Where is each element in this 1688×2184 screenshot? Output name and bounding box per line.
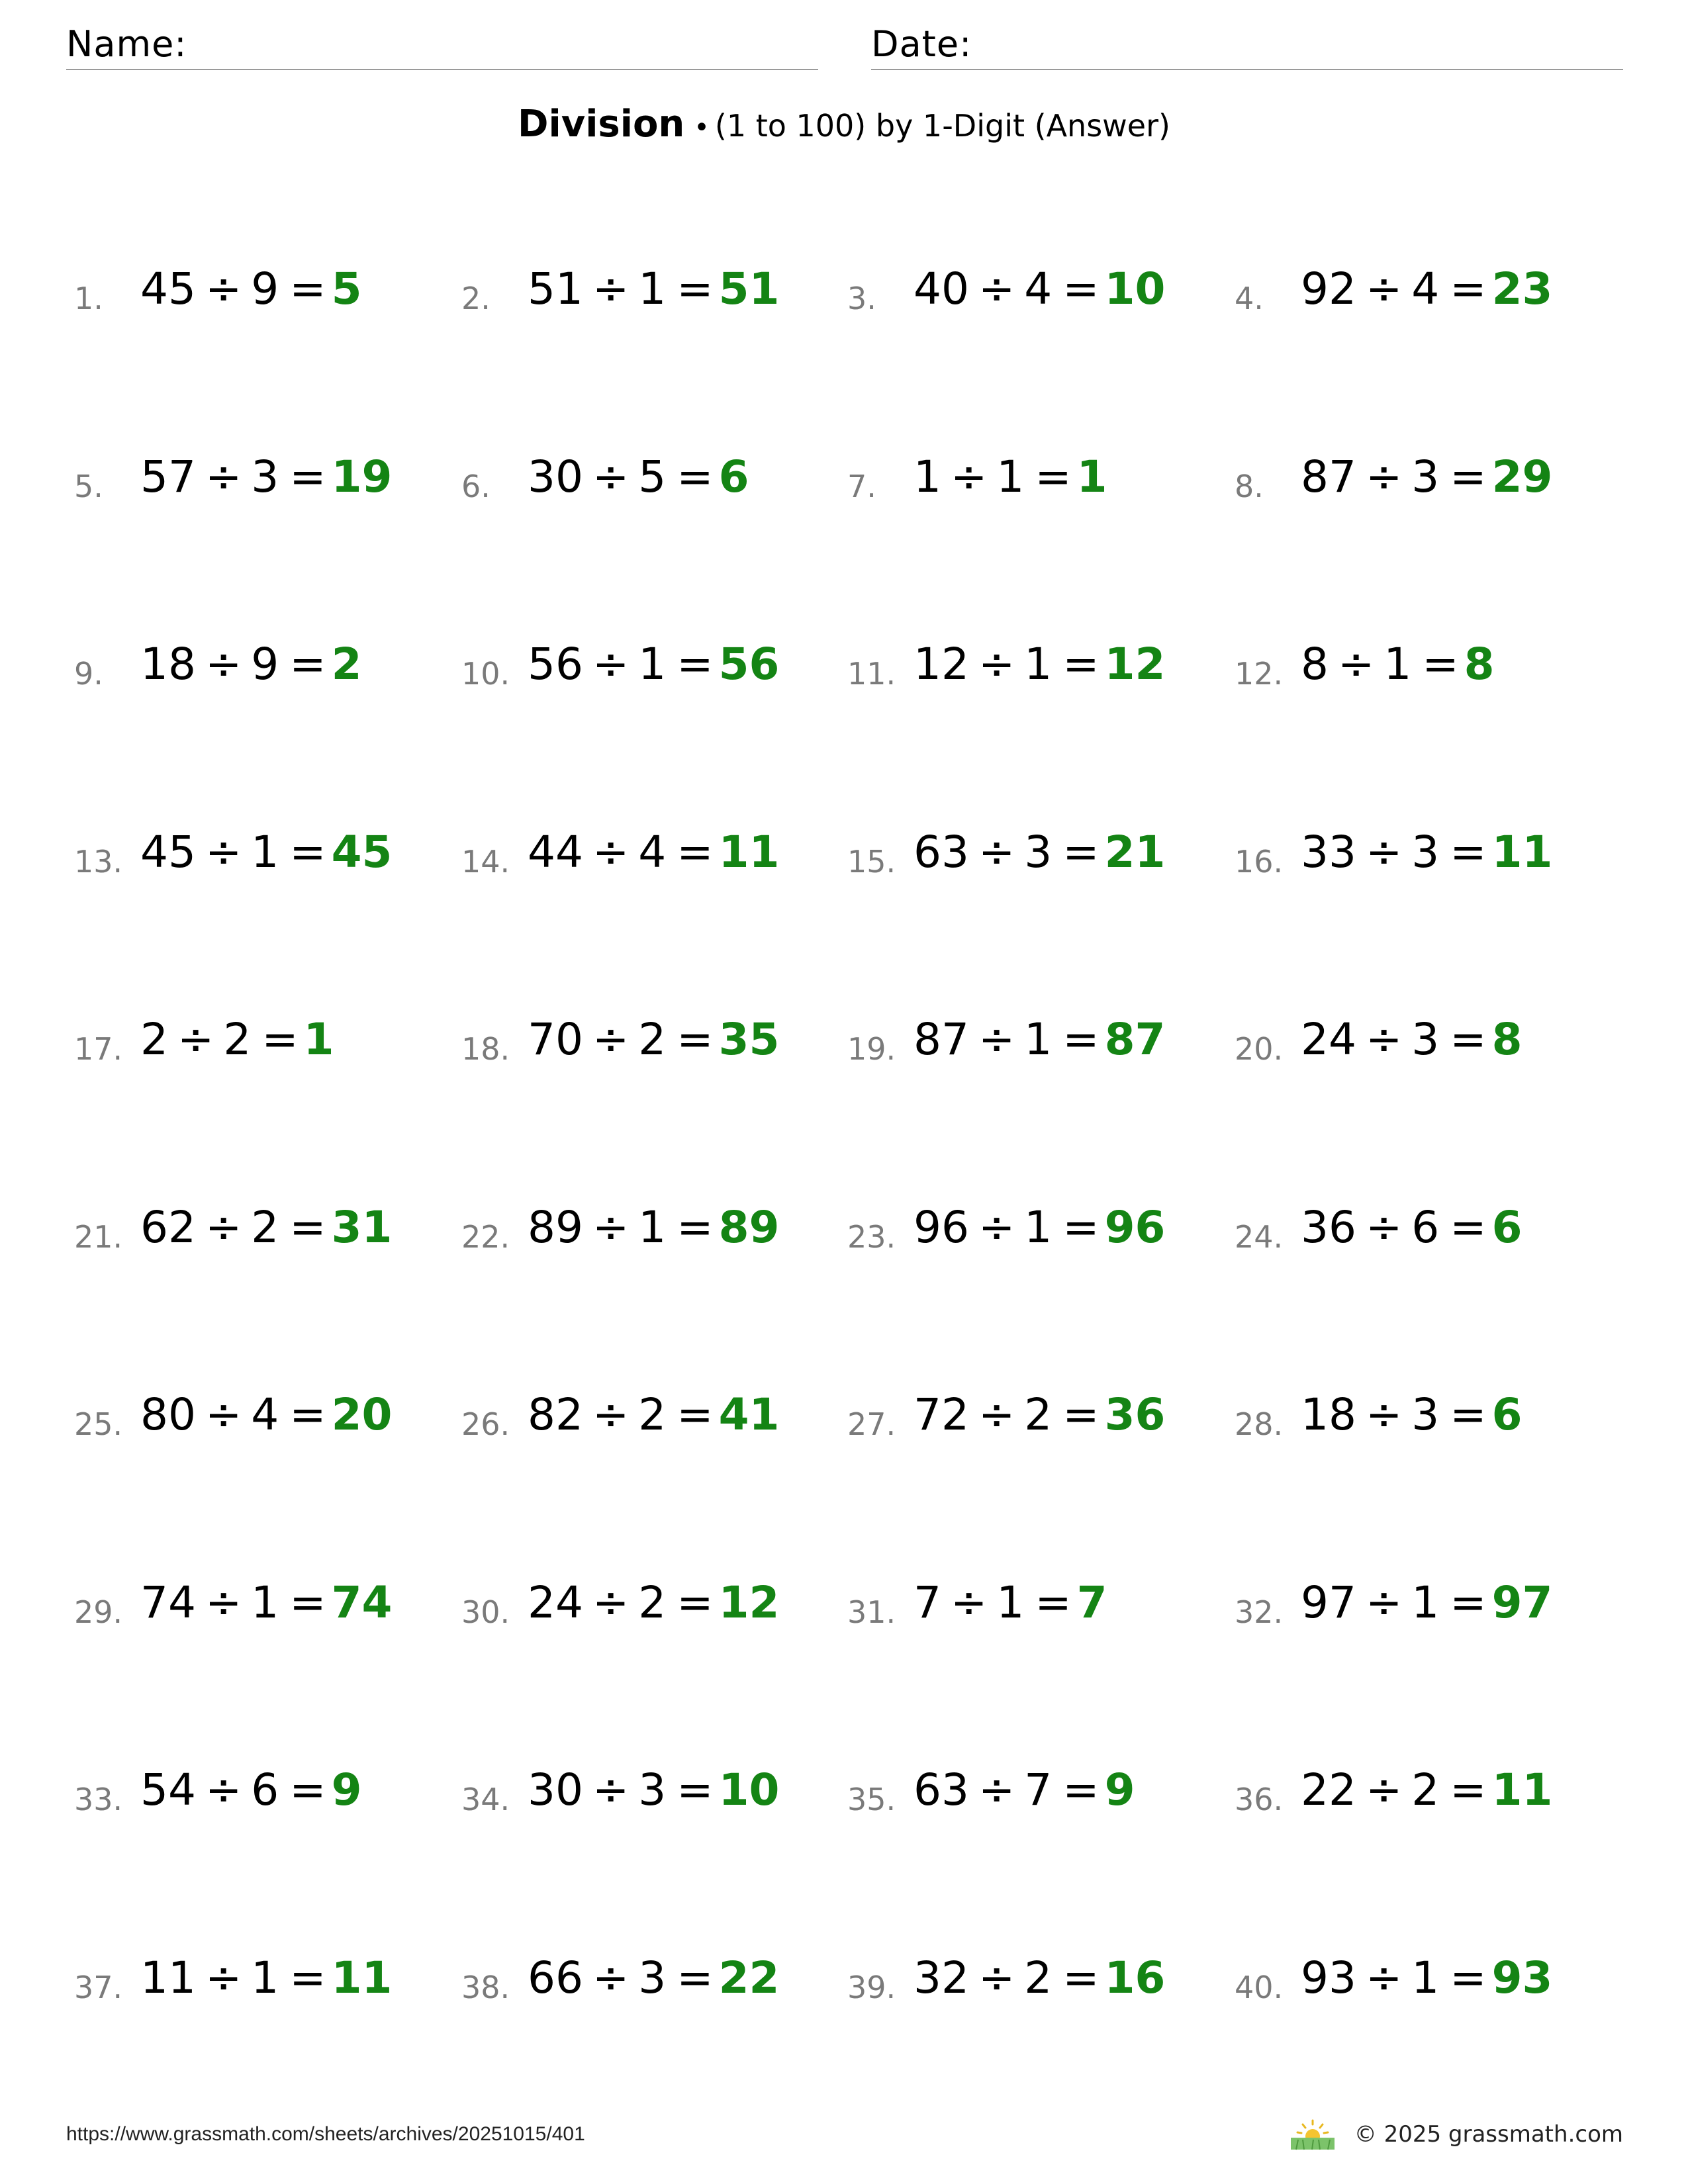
- problem-number: 36.: [1235, 1782, 1284, 1817]
- equals-sign: =: [1450, 1014, 1487, 1065]
- answer: 9: [331, 1764, 362, 1815]
- divisor: 1: [251, 1952, 279, 2003]
- problem-expression: [528, 827, 779, 878]
- problem-expression: [528, 1389, 779, 1440]
- problem-number: 28.: [1235, 1406, 1284, 1442]
- divisor: 1: [1411, 1576, 1440, 1628]
- divisor: 2: [638, 1389, 667, 1440]
- divide-sign: ÷: [1365, 1764, 1403, 1815]
- equals-sign: =: [1450, 1201, 1487, 1253]
- dividend: 82: [528, 1389, 583, 1440]
- dividend: 7: [914, 1576, 941, 1628]
- divide-sign: ÷: [978, 1952, 1015, 2003]
- answer: 35: [718, 1014, 780, 1065]
- dividend: 62: [140, 1201, 196, 1253]
- answer: 22: [718, 1952, 780, 2003]
- divide-sign: ÷: [205, 451, 242, 502]
- divide-sign: ÷: [1365, 1014, 1403, 1065]
- divisor: 2: [1411, 1764, 1440, 1815]
- answer: 11: [718, 826, 780, 878]
- problem-number: 25.: [74, 1406, 123, 1442]
- answer: 96: [1104, 1201, 1166, 1253]
- problem-number: 8.: [1235, 468, 1264, 504]
- problem-expression: [1301, 451, 1552, 502]
- equals-sign: =: [1062, 263, 1100, 314]
- problem-expression: [1301, 1952, 1552, 2003]
- divide-sign: ÷: [1365, 451, 1403, 502]
- divisor: 2: [251, 1201, 279, 1253]
- answer: 87: [1104, 1014, 1166, 1065]
- divide-sign: ÷: [205, 1952, 242, 2003]
- dividend: 1: [914, 451, 941, 502]
- equals-sign: =: [261, 1014, 299, 1065]
- problem-number: 11.: [847, 656, 896, 692]
- equals-sign: =: [677, 1764, 714, 1815]
- answer: 1: [1076, 451, 1107, 502]
- equals-sign: =: [1450, 1576, 1487, 1628]
- equals-sign: =: [677, 826, 714, 878]
- answer: 29: [1491, 451, 1553, 502]
- answer: 10: [718, 1764, 780, 1815]
- divide-sign: ÷: [592, 451, 630, 502]
- equals-sign: =: [1062, 1389, 1100, 1440]
- divide-sign: ÷: [177, 1014, 214, 1065]
- divide-sign: ÷: [592, 1576, 630, 1628]
- divide-sign: ÷: [592, 1952, 630, 2003]
- dividend: 89: [528, 1201, 583, 1253]
- problem-expression: [914, 1952, 1165, 2003]
- divisor: 4: [251, 1389, 279, 1440]
- divide-sign: ÷: [1365, 1952, 1403, 2003]
- problem-number: 26.: [461, 1406, 510, 1442]
- divisor: 1: [996, 1576, 1025, 1628]
- problem-expression: [914, 639, 1165, 690]
- equals-sign: =: [677, 1014, 714, 1065]
- problem-expression: [914, 1764, 1135, 1815]
- problem-expression: [140, 639, 362, 690]
- problem-expression: [140, 1389, 392, 1440]
- problem-number: 37.: [74, 1969, 123, 2005]
- divisor: 1: [1411, 1952, 1440, 2003]
- equals-sign: =: [1035, 1576, 1072, 1628]
- divisor: 1: [251, 826, 279, 878]
- problem-expression: [914, 1389, 1165, 1440]
- divide-sign: ÷: [592, 1201, 630, 1253]
- divide-sign: ÷: [592, 1014, 630, 1065]
- title-separator: •: [694, 113, 710, 143]
- dividend: 40: [914, 263, 969, 314]
- answer: 7: [1076, 1576, 1107, 1628]
- equals-sign: =: [289, 1576, 326, 1628]
- problem-number: 21.: [74, 1218, 123, 1255]
- divide-sign: ÷: [978, 1014, 1015, 1065]
- dividend: 2: [140, 1014, 168, 1065]
- divide-sign: ÷: [951, 451, 988, 502]
- problem-expression: [140, 1764, 362, 1815]
- equals-sign: =: [1062, 1764, 1100, 1815]
- problem-expression: [1301, 827, 1552, 878]
- divisor: 3: [638, 1764, 667, 1815]
- divisor: 3: [1411, 451, 1440, 502]
- divide-sign: ÷: [978, 1201, 1015, 1253]
- equals-sign: =: [289, 1764, 326, 1815]
- answer: 6: [1491, 1201, 1523, 1253]
- problem-number: 38.: [461, 1969, 510, 2005]
- problem-expression: [140, 1202, 392, 1253]
- equals-sign: =: [289, 1201, 326, 1253]
- divisor: 7: [1024, 1764, 1053, 1815]
- equals-sign: =: [1035, 451, 1072, 502]
- dividend: 11: [140, 1952, 196, 2003]
- answer: 8: [1464, 639, 1495, 690]
- answer: 10: [1104, 263, 1166, 314]
- title-subtitle: (1 to 100) by 1-Digit (Answer): [714, 108, 1170, 144]
- problem-expression: [914, 827, 1165, 878]
- divide-sign: ÷: [951, 1576, 988, 1628]
- problem-expression: [1301, 263, 1552, 314]
- divide-sign: ÷: [592, 1389, 630, 1440]
- dividend: 33: [1301, 826, 1356, 878]
- divisor: 9: [251, 639, 279, 690]
- answer: 19: [331, 451, 393, 502]
- answer: 5: [331, 263, 362, 314]
- problem-expression: [140, 263, 362, 314]
- dividend: 45: [140, 263, 196, 314]
- divide-sign: ÷: [1338, 639, 1375, 690]
- divide-sign: ÷: [592, 263, 630, 314]
- problem-expression: [1301, 639, 1495, 690]
- divide-sign: ÷: [1365, 1389, 1403, 1440]
- answer: 51: [718, 263, 780, 314]
- equals-sign: =: [1450, 451, 1487, 502]
- problem-expression: [140, 1577, 392, 1628]
- dividend: 54: [140, 1764, 196, 1815]
- footer-url: https://www.grassmath.com/sheets/archives/20251015/401: [66, 2123, 585, 2145]
- answer: 8: [1491, 1014, 1523, 1065]
- problem-number: 29.: [74, 1594, 123, 1630]
- divide-sign: ÷: [592, 826, 630, 878]
- divisor: 1: [638, 1201, 667, 1253]
- dividend: 30: [528, 451, 583, 502]
- equals-sign: =: [1422, 639, 1459, 690]
- answer: 41: [718, 1389, 780, 1440]
- dividend: 22: [1301, 1764, 1356, 1815]
- date-label: Date:: [871, 23, 972, 65]
- divide-sign: ÷: [1365, 1576, 1403, 1628]
- divisor: 3: [638, 1952, 667, 2003]
- dividend: 87: [1301, 451, 1356, 502]
- dividend: 97: [1301, 1576, 1356, 1628]
- divide-sign: ÷: [978, 1389, 1015, 1440]
- divide-sign: ÷: [1365, 263, 1403, 314]
- problem-expression: [528, 1202, 779, 1253]
- divisor: 1: [638, 639, 667, 690]
- divide-sign: ÷: [205, 826, 242, 878]
- divide-sign: ÷: [205, 1764, 242, 1815]
- divisor: 1: [1024, 1014, 1053, 1065]
- divisor: 6: [1411, 1201, 1440, 1253]
- problem-expression: [528, 263, 779, 314]
- problem-number: 15.: [847, 843, 896, 880]
- problem-number: 6.: [461, 468, 491, 504]
- dividend: 18: [1301, 1389, 1356, 1440]
- dividend: 72: [914, 1389, 969, 1440]
- problem-number: 39.: [847, 1969, 896, 2005]
- dividend: 24: [1301, 1014, 1356, 1065]
- problem-expression: [1301, 1014, 1523, 1065]
- problem-expression: [140, 1952, 392, 2003]
- divisor: 1: [1024, 639, 1053, 690]
- divisor: 1: [251, 1576, 279, 1628]
- equals-sign: =: [289, 1389, 326, 1440]
- divisor: 1: [638, 263, 667, 314]
- problem-number: 2.: [461, 281, 491, 316]
- problem-number: 10.: [461, 656, 510, 692]
- dividend: 80: [140, 1389, 196, 1440]
- equals-sign: =: [289, 1952, 326, 2003]
- answer: 93: [1491, 1952, 1553, 2003]
- divide-sign: ÷: [205, 1389, 242, 1440]
- divide-sign: ÷: [205, 1201, 242, 1253]
- divide-sign: ÷: [205, 639, 242, 690]
- problem-number: 9.: [74, 656, 103, 692]
- problem-expression: [1301, 1577, 1552, 1628]
- divide-sign: ÷: [592, 1764, 630, 1815]
- grass-sun-logo-icon: [1289, 2118, 1336, 2151]
- divisor: 2: [1024, 1389, 1053, 1440]
- divide-sign: ÷: [1365, 826, 1403, 878]
- divisor: 1: [1024, 1201, 1053, 1253]
- divisor: 1: [1383, 639, 1412, 690]
- equals-sign: =: [1450, 1764, 1487, 1815]
- answer: 74: [331, 1576, 393, 1628]
- dividend: 74: [140, 1576, 196, 1628]
- equals-sign: =: [1062, 826, 1100, 878]
- equals-sign: =: [1450, 1389, 1487, 1440]
- dividend: 66: [528, 1952, 583, 2003]
- divisor: 2: [223, 1014, 252, 1065]
- problem-number: 16.: [1235, 843, 1284, 880]
- answer: 16: [1104, 1952, 1166, 2003]
- problem-expression: [528, 1014, 779, 1065]
- divisor: 3: [251, 451, 279, 502]
- problem-number: 32.: [1235, 1594, 1284, 1630]
- equals-sign: =: [1450, 263, 1487, 314]
- footer-brand: [1289, 2118, 1623, 2151]
- answer: 36: [1104, 1389, 1166, 1440]
- equals-sign: =: [289, 826, 326, 878]
- answer: 21: [1104, 826, 1166, 878]
- divisor: 3: [1024, 826, 1053, 878]
- dividend: 32: [914, 1952, 969, 2003]
- dividend: 57: [140, 451, 196, 502]
- problem-expression: [1301, 1389, 1523, 1440]
- answer: 45: [331, 826, 393, 878]
- equals-sign: =: [289, 263, 326, 314]
- equals-sign: =: [677, 451, 714, 502]
- problem-number: 33.: [74, 1782, 123, 1817]
- dividend: 96: [914, 1201, 969, 1253]
- dividend: 24: [528, 1576, 583, 1628]
- problem-number: 20.: [1235, 1031, 1284, 1067]
- problem-number: 1.: [74, 281, 103, 316]
- divisor: 2: [638, 1014, 667, 1065]
- problem-number: 19.: [847, 1031, 896, 1067]
- answer: 6: [1491, 1389, 1523, 1440]
- dividend: 30: [528, 1764, 583, 1815]
- problem-number: 5.: [74, 468, 103, 504]
- answer: 11: [1491, 1764, 1553, 1815]
- problem-expression: [528, 639, 779, 690]
- problem-number: 13.: [74, 843, 123, 880]
- answer: 23: [1491, 263, 1553, 314]
- problem-number: 4.: [1235, 281, 1264, 316]
- equals-sign: =: [1450, 826, 1487, 878]
- problem-expression: [1301, 1764, 1552, 1815]
- divide-sign: ÷: [978, 263, 1015, 314]
- dividend: 18: [140, 639, 196, 690]
- problem-expression: [528, 1577, 779, 1628]
- equals-sign: =: [1450, 1952, 1487, 2003]
- name-label: Name:: [66, 23, 187, 65]
- problem-expression: [528, 451, 749, 502]
- divisor: 1: [996, 451, 1025, 502]
- equals-sign: =: [1062, 639, 1100, 690]
- dividend: 12: [914, 639, 969, 690]
- problem-number: 30.: [461, 1594, 510, 1630]
- problem-expression: [140, 827, 392, 878]
- equals-sign: =: [1062, 1201, 1100, 1253]
- footer-copyright: © 2025 grassmath.com: [1354, 2121, 1623, 2148]
- problem-number: 35.: [847, 1782, 896, 1817]
- divide-sign: ÷: [978, 826, 1015, 878]
- answer: 6: [718, 451, 749, 502]
- problem-number: 31.: [847, 1594, 896, 1630]
- divisor: 3: [1411, 826, 1440, 878]
- answer: 89: [718, 1201, 780, 1253]
- dividend: 93: [1301, 1952, 1356, 2003]
- answer: 11: [331, 1952, 393, 2003]
- answer: 11: [1491, 826, 1553, 878]
- problem-number: 3.: [847, 281, 876, 316]
- dividend: 8: [1301, 639, 1329, 690]
- problem-expression: [914, 1577, 1107, 1628]
- equals-sign: =: [677, 639, 714, 690]
- answer: 56: [718, 639, 780, 690]
- dividend: 70: [528, 1014, 583, 1065]
- equals-sign: =: [677, 263, 714, 314]
- equals-sign: =: [677, 1201, 714, 1253]
- equals-sign: =: [1062, 1014, 1100, 1065]
- problem-number: 23.: [847, 1218, 896, 1255]
- divide-sign: ÷: [592, 639, 630, 690]
- problem-expression: [140, 451, 392, 502]
- answer: 12: [1104, 639, 1166, 690]
- answer: 97: [1491, 1576, 1553, 1628]
- problem-expression: [914, 263, 1165, 314]
- answer: 2: [331, 639, 362, 690]
- problem-expression: [914, 1014, 1165, 1065]
- problem-number: 17.: [74, 1031, 123, 1067]
- dividend: 63: [914, 1764, 969, 1815]
- divisor: 2: [638, 1576, 667, 1628]
- answer: 9: [1104, 1764, 1135, 1815]
- dividend: 45: [140, 826, 196, 878]
- dividend: 36: [1301, 1201, 1356, 1253]
- problem-expression: [914, 1202, 1165, 1253]
- dividend: 56: [528, 639, 583, 690]
- divisor: 2: [1024, 1952, 1053, 2003]
- answer: 12: [718, 1576, 780, 1628]
- equals-sign: =: [289, 451, 326, 502]
- problem-number: 22.: [461, 1218, 510, 1255]
- divide-sign: ÷: [978, 639, 1015, 690]
- divisor: 4: [638, 826, 667, 878]
- problem-number: 7.: [847, 468, 876, 504]
- problem-number: 24.: [1235, 1218, 1284, 1255]
- divide-sign: ÷: [205, 263, 242, 314]
- divisor: 4: [1024, 263, 1053, 314]
- problem-number: 27.: [847, 1406, 896, 1442]
- dividend: 87: [914, 1014, 969, 1065]
- problem-number: 40.: [1235, 1969, 1284, 2005]
- equals-sign: =: [289, 639, 326, 690]
- dividend: 51: [528, 263, 583, 314]
- problem-number: 14.: [461, 843, 510, 880]
- answer: 1: [303, 1014, 334, 1065]
- divide-sign: ÷: [1365, 1201, 1403, 1253]
- divisor: 9: [251, 263, 279, 314]
- problem-number: 18.: [461, 1031, 510, 1067]
- divisor: 4: [1411, 263, 1440, 314]
- problem-expression: [914, 451, 1107, 502]
- dividend: 63: [914, 826, 969, 878]
- equals-sign: =: [1062, 1952, 1100, 2003]
- divide-sign: ÷: [978, 1764, 1015, 1815]
- equals-sign: =: [677, 1389, 714, 1440]
- problem-expression: [528, 1764, 779, 1815]
- title-main: Division: [518, 103, 685, 146]
- dividend: 92: [1301, 263, 1356, 314]
- equals-sign: =: [677, 1576, 714, 1628]
- divide-sign: ÷: [205, 1576, 242, 1628]
- divisor: 3: [1411, 1014, 1440, 1065]
- answer: 20: [331, 1389, 393, 1440]
- problem-expression: [140, 1014, 334, 1065]
- problem-number: 34.: [461, 1782, 510, 1817]
- divisor: 5: [638, 451, 667, 502]
- divisor: 3: [1411, 1389, 1440, 1440]
- divisor: 6: [251, 1764, 279, 1815]
- problem-number: 12.: [1235, 656, 1284, 692]
- answer: 31: [331, 1201, 393, 1253]
- equals-sign: =: [677, 1952, 714, 2003]
- problem-expression: [528, 1952, 779, 2003]
- problem-expression: [1301, 1202, 1523, 1253]
- dividend: 44: [528, 826, 583, 878]
